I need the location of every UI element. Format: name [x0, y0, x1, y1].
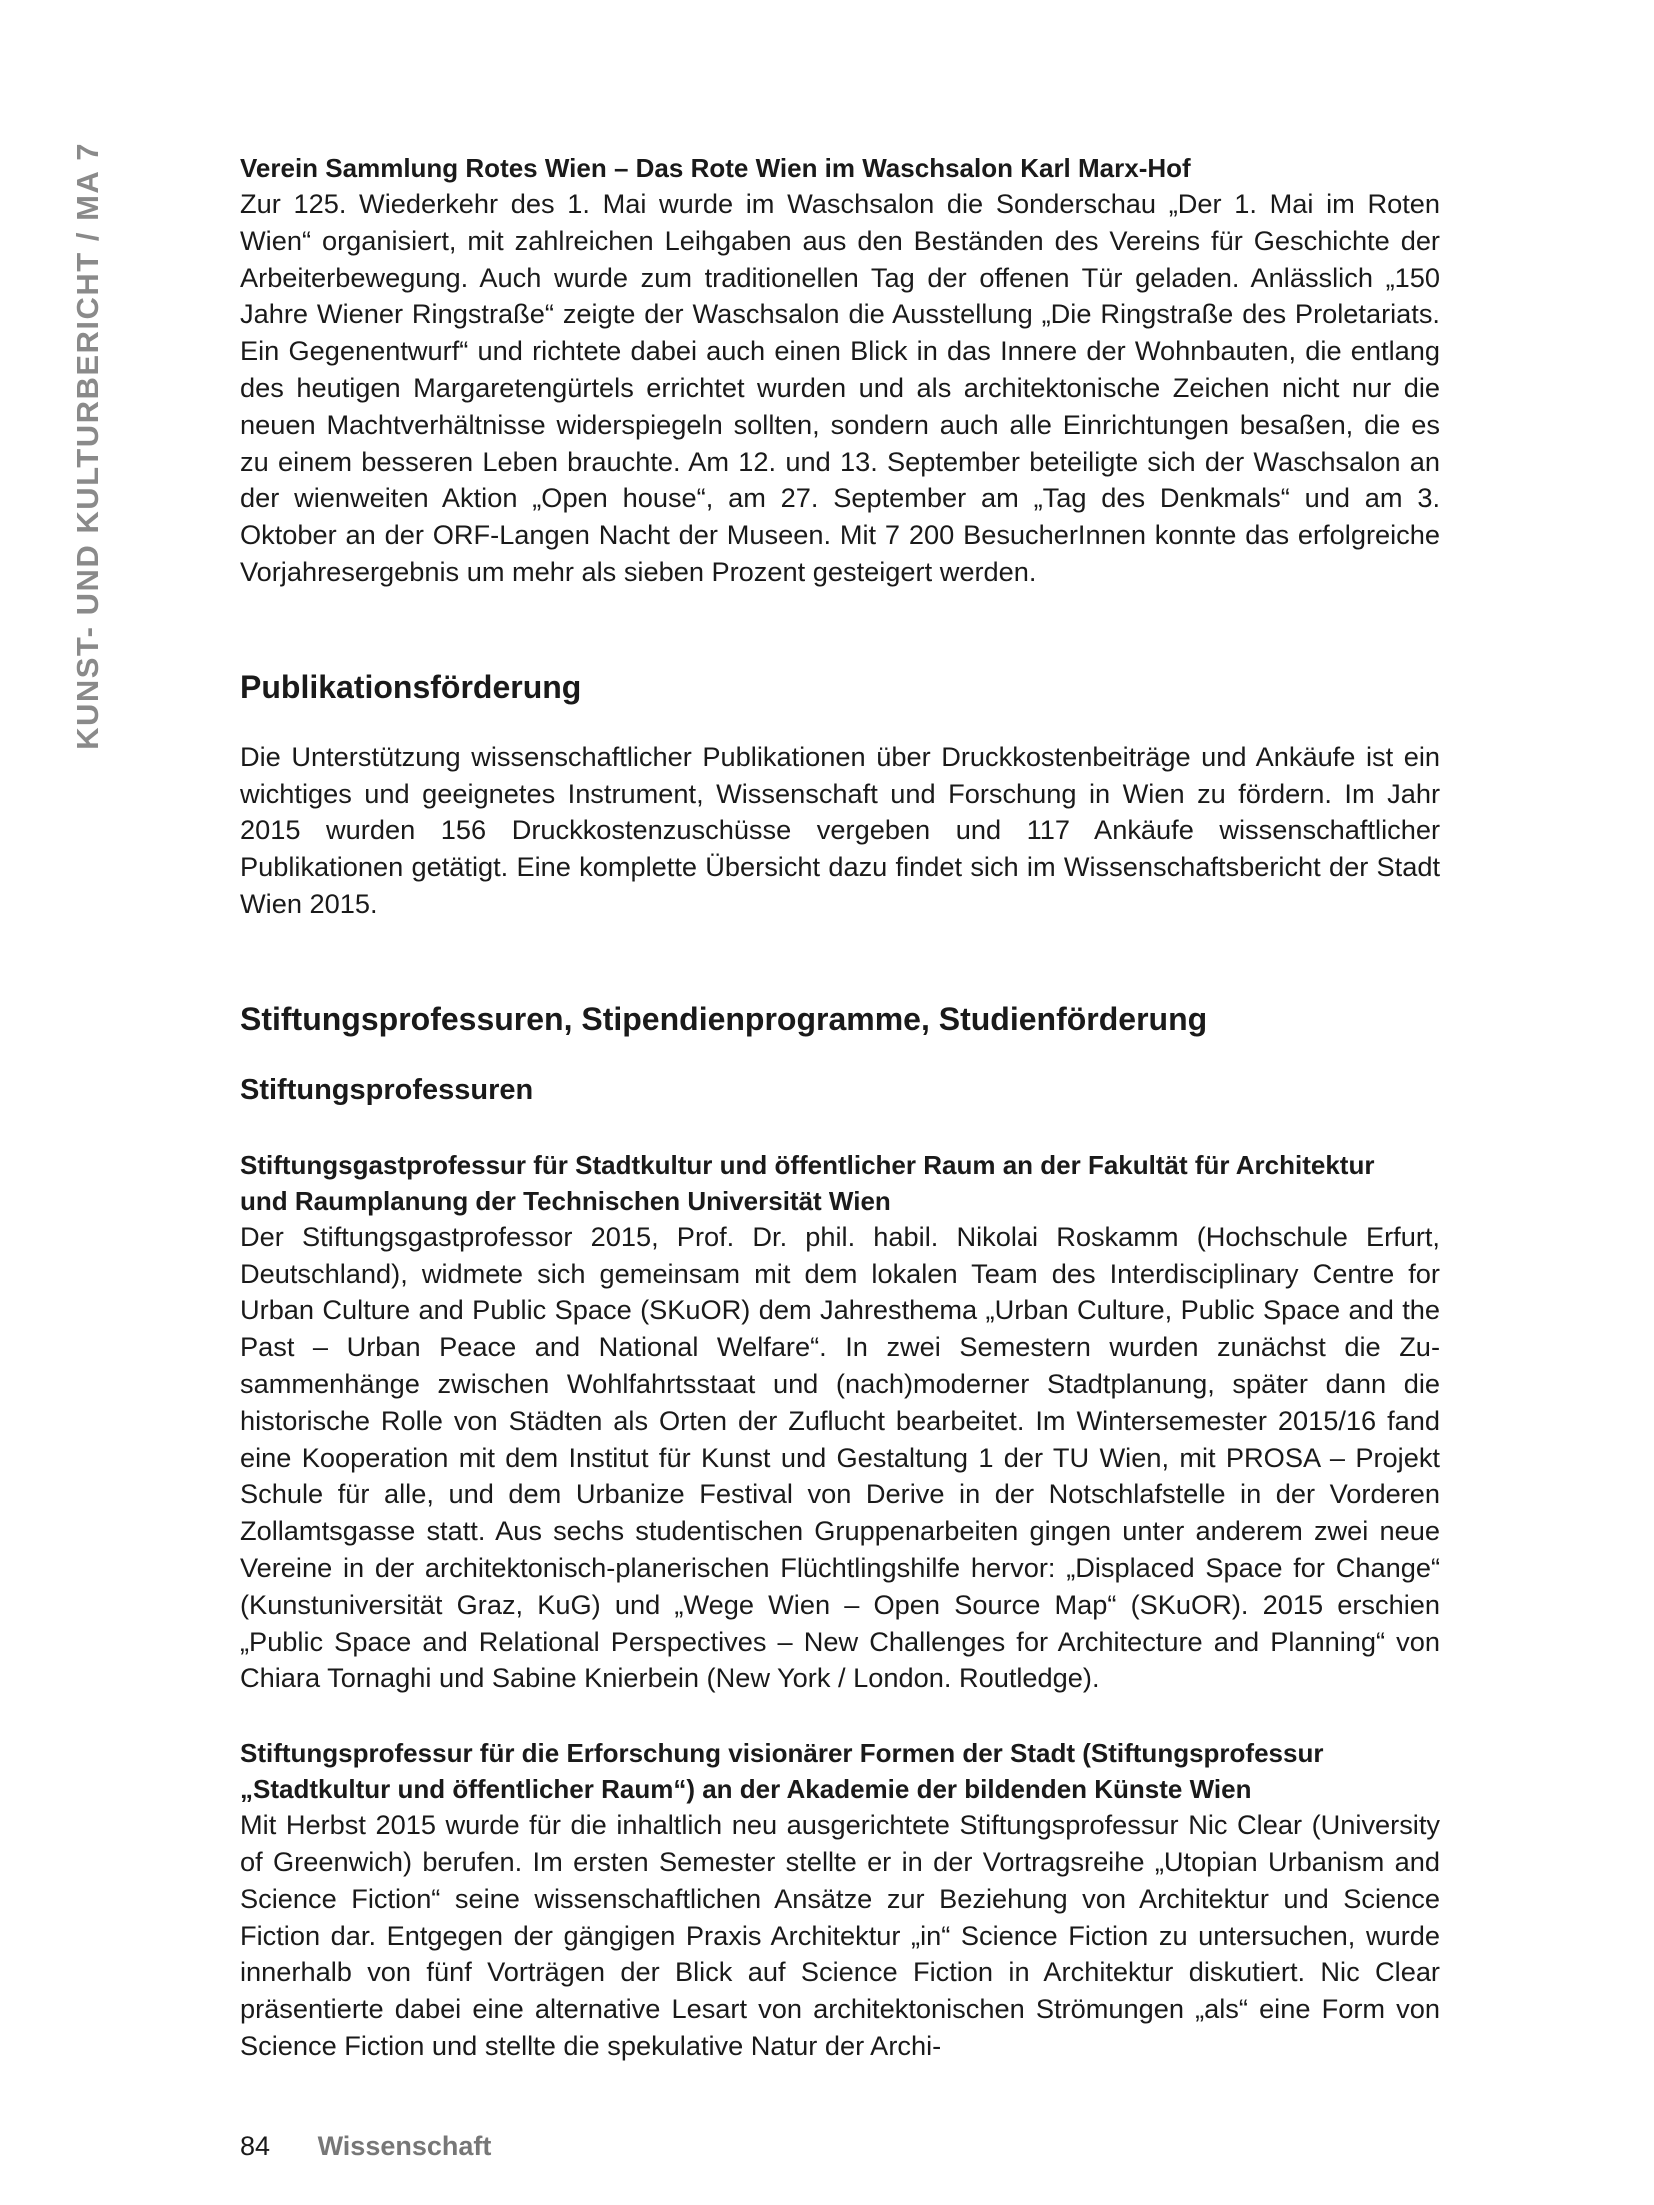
footer-section-name: Wissenschaft — [317, 2131, 492, 2161]
page-footer — [240, 2128, 491, 2164]
stiftung-subheading: Stiftungsprofessuren — [240, 1073, 534, 1106]
page-content — [240, 150, 1440, 2065]
akademie-title-line-1: Stiftungsprofessur für die Erforschung visionärer Formen der Stadt (Stiftungsprofessur — [240, 1738, 1324, 1769]
akademie-text: Mit Herbst 2015 wurde für die inhaltlich neu ausgerichtete Stiftungsprofessur Nic Clear (University of Greenwich) berufen. Im ersten Semester stellte er in der Vortragsreihe „Utopian Urbanism and Science Fiction“ seine wissenschaftlichen Ansätze zur Beziehung von Architektur und Science Fiction dar. Entgegen der gängigen Praxis Architektur „in“ Science Fiction zu untersuchen, wurde innerhalb von fünf Vorträgen der Blick auf Science Fiction in Architektur diskutiert. Nic Clear präsentierte dabei eine alternative Lesart von architektonischen Strömungen „als“ eine Form von Science Fiction und stellte die spekulative Natur der Archi- — [240, 1809, 1440, 2061]
waschsalon-title: Verein Sammlung Rotes Wien – Das Rote Wien im Waschsalon Karl Marx-Hof — [240, 153, 1191, 183]
tu-text: Der Stiftungsgastprofessor 2015, Prof. Dr. phil. habil. Nikolai Roskamm (Hochschule Erfurt, Deutschland), widmete sich gemeinsam mit dem lokalen Team des Interdisciplinary Centre for Urban Culture and Public Space (SKuOR) dem Jahresthema „Urban Culture, Public Space and the Past – Urban Peace and National Welfare“. In zwei Semestern wurden zunächst die Zusammenhänge zwischen Wohlfahrtsstaat und (nach)moderner Stadtplanung, später dann die historische Rolle von Städten als Orten der Zuflucht bearbeitet. Im Wintersemester 2015/16 fand eine Kooperation mit dem Institut für Kunst und Gestaltung 1 der TU Wien, mit PROSA – Projekt Schule für alle, und dem Urbanize Festival von Derive in der Notschlafstelle in der Vorderen Zollamtsgasse statt. Aus sechs studentischen Gruppenarbeiten gingen unter anderem zwei neue Vereine in der architektonisch-planerischen Flüchtlingshilfe hervor: „Displaced Space for Change“ (Kunstuniversität Graz, KuG) und „Wege Wien – Open Source Map“ (SKuOR). 2015 erschien „Public Space and Relational Perspectives – New Challenges for Architecture and Planning“ von Chiara Tornaghi und Sabine Knierbein (New York / London. Routledge). — [240, 1220, 1440, 1694]
akademie-title-line-2: „Stadtkultur und öffentlicher Raum“) an der Akademie der bildenden Künste Wien — [240, 1774, 1252, 1805]
publikation-heading: Publikationsförderung — [240, 668, 582, 705]
running-side-title: KUNST- UND KULTURBERICHT / MA 7 — [70, 142, 105, 750]
stiftung-heading: Stiftungsprofessuren, Stipendienprogramme, Studienförderung — [240, 1000, 1208, 1037]
tu-title-line-1: Stiftungsgastprofessur für Stadtkultur und öffentlicher Raum an der Fakultät für Architektur — [240, 1149, 1375, 1180]
page-number: 84 — [240, 2131, 271, 2161]
akademie-title — [240, 1735, 1440, 1807]
tu-title — [240, 1147, 1440, 1219]
tu-title-line-2: und Raumplanung der Technischen Universität Wien — [240, 1185, 891, 1216]
waschsalon-text: Zur 125. Wiederkehr des 1. Mai wurde im Waschsalon die Sonderschau „Der 1. Mai im Roten Wien“ organisiert, mit zahlreichen Leihgaben aus den Beständen des Vereins für Geschichte der Arbeiterbewegung. Auch wurde zum traditionellen Tag der offenen Tür geladen. Anlässlich „150 Jahre Wiener Ringstraße“ zeigte der Waschsalon die Ausstellung „Die Ringstraße des Proletariats. Ein Gegenentwurf“ und richtete dabei auch einen Blick in das Innere der Wohnbauten, die entlang des heutigen Margaretengürtels errichtet wurden und als architektonische Zeichen nicht nur die neuen Machtverhältnisse widerspiegeln sollten, sondern auch alle Einrichtungen besaßen, die es zu einem besseren Leben brauchte. Am 12. und 13. September beteiligte sich der Waschsalon an der wienweiten Aktion „Open house“, am 27. September am „Tag des Denkmals“ und am 3. Oktober an der ORF-Langen Nacht der Museen. Mit 7 200 BesucherInnen konnte das erfolgreiche Vorjahresergebnis um mehr als sieben Prozent gesteigert werden. — [240, 188, 1440, 587]
publikation-text: Die Unterstützung wissenschaftlicher Publikationen über Druckkostenbeiträge und Ankäufe ist ein wichtiges und geeignetes Instrument, Wissenschaft und Forschung in Wien zu fördern. Im Jahr 2015 wurden 156 Druckkostenzuschüsse vergeben und 117 Ankäufe wissenschaftlicher Publikationen getätigt. Eine komplette Übersicht dazu findet sich im Wissenschaftsbericht der Stadt Wien 2015. — [240, 740, 1440, 919]
